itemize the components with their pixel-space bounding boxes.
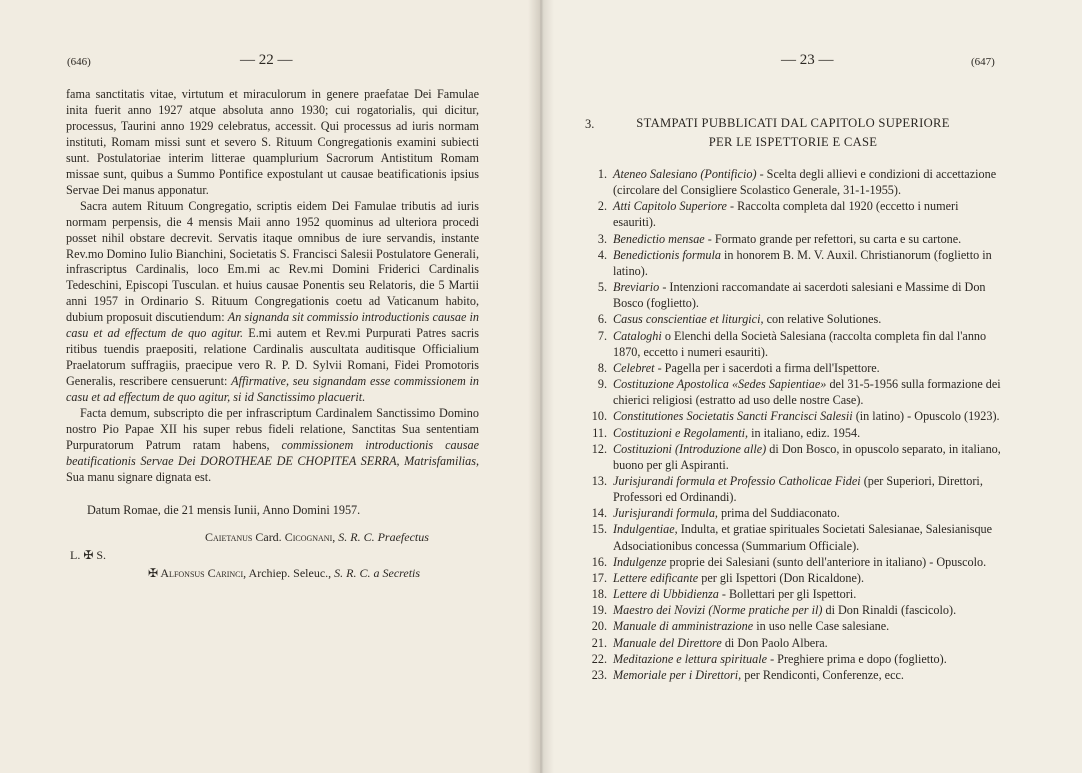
list-item-title: Benedictionis formula: [613, 247, 721, 262]
list-item: [583, 360, 1001, 376]
list-item: [583, 635, 1001, 651]
left-paragraph-1: fama sanctitatis vitae, virtutum et miraculorum in genere praefatae Dei Famulae inita fuerit anno 1927 atque absoluta anno 1930; cui rogatorialis, qui dicitur, processus, Taurini anno 1929 celebratus, accessit. Qui processus ad iuris normam instituti, Romam missi sunt et severo S. Rituum Congregationis examini subiecti sunt. Postulatoriae interim litterae quamplurium Sacrorum Antistitum Romam missae sunt, quibus a Summo Pontifice expostulant ut causae beatificationis ipsius Servae Dei manus apponatur.: [66, 87, 479, 197]
section-title: [603, 114, 983, 152]
right-page-number: — 23 —: [781, 52, 834, 68]
list-item-title: Cataloghi: [613, 328, 662, 343]
sig1-name: Caietanus: [205, 530, 253, 544]
right-page-number-bracket: (647): [971, 56, 995, 68]
list-item: [583, 198, 1001, 230]
list-item: [583, 602, 1001, 618]
list-item-number: 10.: [591, 409, 607, 424]
right-page: [541, 0, 1082, 773]
left-body-text: [66, 87, 479, 486]
list-item: [583, 618, 1001, 634]
list-item: [583, 505, 1001, 521]
list-item-number: 8.: [597, 360, 607, 375]
list-item-title: Manuale di amministrazione: [613, 619, 754, 634]
list-item-title: Constitutiones Societatis Sancti Francisci Salesii: [613, 409, 853, 424]
list-item-title: Jurisjurandi formula et Professio Catholicae Fidei: [613, 473, 861, 488]
list-item-number: 22.: [591, 651, 607, 666]
list-item-title: Indulgentiae,: [613, 522, 678, 537]
list-item-description: Indulta, et gratiae spirituales Societati Salesianae, Salesianisque Adsociationibus concessa (Summarium Officiale).: [613, 522, 993, 553]
list-item-title: Jurisjurandi formula,: [613, 506, 718, 521]
p2-text-d: Affirmative, seu signandam esse commissionem in casu et ad effectum de quo agitur, si id Sanctissimo placuerit.: [66, 374, 479, 405]
list-item-description: - Scelta degli allievi e condizioni di accettazione (circolare del Consigliere Scolastico Generale, 31-1-1955).: [613, 167, 997, 198]
signature-secretary: [148, 566, 420, 581]
list-item: [583, 570, 1001, 586]
list-item-description: per gli Ispettori (Don Ricaldone).: [698, 570, 865, 585]
p3-text-a: Facta demum, subscripto die per infrascriptum Cardinalem Sanctissimo Domino nostro Pio Papae XII his super rebus fideli relatione, Sanctitas Sua sententiam Purpuratorum Patrum ratam habens,: [66, 406, 479, 452]
list-item-description: prima del Suddiaconato.: [717, 506, 840, 521]
list-item-title: Meditazione e lettura spirituale: [613, 651, 768, 666]
list-item-title: Memoriale per i Direttori,: [613, 667, 742, 682]
p2-text-c: E.mi autem et Rev.mi Purpurati Patres sacris ritibus tuendis praepositi, relatione Cardinalis auscultata auditisque Officialium Praelatorum suffragiis, praecipue vero R. P. D. Sylvii Romani, Fidei Promotoris Generalis, rescribere censuerunt:: [66, 326, 480, 389]
left-paragraph-3: [66, 406, 479, 486]
sig1-role: S. R. C. Praefectus: [338, 530, 429, 544]
list-item-description: in italiano, ediz. 1954.: [748, 425, 861, 440]
left-page-number-bracket: (646): [67, 56, 91, 68]
list-item-description: (per Superiori, Direttori, Professori ed Ordinandi).: [613, 473, 983, 505]
list-item-number: 20.: [591, 619, 607, 634]
list-item-title: Benedictio mensae: [613, 231, 705, 246]
list-item-title: Lettere di Ubbidienza: [613, 587, 719, 602]
list-item-number: 14.: [591, 506, 607, 521]
section-title-line-2: PER LE ISPETTORIE E CASE: [708, 135, 878, 149]
list-item: [583, 247, 1001, 279]
publications-list: [583, 166, 1001, 683]
list-item-description: in uso nelle Case salesiane.: [753, 619, 890, 634]
list-item-title: Lettere edificante: [613, 570, 699, 585]
list-item-number: 16.: [591, 554, 607, 569]
list-item: [583, 521, 1001, 553]
sig2-title: Archiep. Seleuc.,: [248, 566, 332, 580]
sig1-surname: Cicognani,: [284, 530, 336, 544]
list-item: [583, 554, 1001, 570]
list-item-number: 23.: [591, 667, 607, 682]
list-item-number: 3.: [597, 231, 607, 246]
left-paragraph-2: [66, 199, 479, 406]
list-item: [583, 441, 1001, 473]
list-item: [583, 166, 1001, 198]
list-item: [583, 425, 1001, 441]
list-item-title: Breviario: [613, 280, 660, 295]
list-item-title: Costituzione Apostolica «Sedes Sapientiae»: [613, 377, 827, 392]
list-item-title: Atti Capitolo Superiore: [613, 199, 727, 214]
list-item-number: 17.: [591, 570, 607, 585]
list-item: [583, 279, 1001, 311]
list-item-number: 15.: [591, 522, 607, 537]
list-item-description: - Pagella per i sacerdoti a firma dell'Ispettore.: [654, 360, 880, 375]
list-item-title: Casus conscientiae et liturgici,: [613, 312, 764, 327]
list-item-title: Indulgenze: [613, 554, 667, 569]
list-item: [583, 586, 1001, 602]
section-title-line-1: STAMPATI PUBBLICATI DAL CAPITOLO SUPERIORE: [636, 116, 950, 130]
list-item: [583, 328, 1001, 360]
list-item-number: 13.: [591, 473, 607, 488]
list-item-number: 6.: [597, 312, 607, 327]
list-item-description: (in latino) - Opuscolo (1923).: [852, 409, 1000, 424]
list-item: [583, 311, 1001, 327]
list-item-title: Manuale del Direttore: [613, 635, 722, 650]
list-item-number: 18.: [591, 587, 607, 602]
section-number: 3.: [585, 117, 595, 131]
list-item-title: Costituzioni e Regolamenti,: [613, 425, 749, 440]
list-item-description: per Rendiconti, Conferenze, ecc.: [741, 667, 904, 682]
list-item-number: 9.: [597, 377, 607, 392]
list-item-title: Costituzioni (Introduzione alle): [613, 441, 767, 456]
list-item-description: con relative Solutiones.: [763, 312, 882, 327]
list-item-title: Ateneo Salesiano (Pontificio): [613, 167, 757, 181]
list-item-number: 1.: [597, 167, 607, 181]
list-item-number: 12.: [591, 441, 607, 456]
list-item-number: 21.: [591, 635, 607, 650]
left-page-number: — 22 —: [240, 52, 293, 68]
p2-text-b: An signanda sit commissio introductionis causae in casu et ad effectum de quo agitur.: [66, 310, 480, 341]
locus-sigilli: L. ✠ S.: [70, 548, 107, 562]
list-item-title: Celebret: [613, 360, 655, 375]
list-item-title: Maestro dei Novizi (Norme pratiche per il): [613, 603, 823, 618]
list-item-number: 2.: [597, 199, 607, 214]
list-item-description: - Intenzioni raccomandate ai sacerdoti salesiani e Massime di Don Bosco (foglietto).: [613, 280, 986, 311]
list-item-description: in honorem B. M. V. Auxil. Christianorum (foglietto in latino).: [613, 247, 992, 278]
datum-line: Datum Romae, die 21 mensis Iunii, Anno Domini 1957.: [87, 503, 361, 517]
list-item-number: 4.: [597, 247, 607, 262]
list-item-number: 19.: [591, 603, 607, 618]
list-item-description: di Don Bosco, in opuscolo separato, in italiano, buono per gli Aspiranti.: [613, 441, 1001, 472]
list-item: [583, 667, 1001, 683]
list-item-number: 11.: [592, 425, 607, 440]
book-gutter: [528, 0, 554, 773]
signature-prefect: [205, 530, 429, 545]
p3-text-b: commissionem introductionis causae beatificationis Servae Dei DOROTHEAE DE CHOPITEA SERRA, Matrisfamilias,: [66, 437, 479, 468]
list-item-number: 5.: [597, 280, 607, 295]
list-item-description: proprie dei Salesiani (sunto dell'anteriore in italiano) - Opuscolo.: [666, 554, 987, 569]
list-item-description: - Formato grande per refettori, su carta e su cartone.: [704, 231, 962, 246]
sig2-name: ✠ Alfonsus Carinci,: [148, 566, 247, 580]
list-item-description: o Elenchi della Società Salesiana (raccolta completa fin dal l'anno 1870, eccetto i numeri esauriti).: [613, 328, 987, 359]
list-item-description: di Don Paolo Albera.: [721, 635, 828, 650]
list-item: [583, 376, 1001, 408]
list-item-number: 7.: [597, 328, 607, 343]
list-item-description: di Don Rinaldi (fascicolo).: [822, 603, 957, 618]
list-item-description: - Raccolta completa dal 1920 (eccetto i numeri esauriti).: [613, 199, 959, 230]
sig1-title: Card.: [255, 530, 282, 544]
list-item: [583, 231, 1001, 247]
list-item: [583, 651, 1001, 667]
p2-text-a: Sacra autem Rituum Congregatio, scriptis eidem Dei Famulae tributis ad iuris normam perpensis, die 4 mensis Maii anno 1952 quominus ad ulteriora procedi posset nihil obstare decrevit. Servatis itaque omnibus de iure servandis, instante Rev.mo Domino Iulio Bianchini, Societatis S. Francisci Salesii Postulatore Generali, infrascriptus Cardinalis, loco Em.mi ac Rev.mi Domini Friderici Cardinalis Tedeschini, Episcopi Tusculan. et huius causae Ponentis seu Relatoris, die 5 Martii anni 1957 in Ordinario S. Rituum Congregationis coetu ad Vaticanum habito, dubium proposuit discutiendum:: [66, 198, 479, 325]
list-item: [583, 408, 1001, 424]
p3-text-c: Sua manu signare dignata est.: [66, 469, 212, 484]
list-item-description: del 31-5-1956 sulla formazione dei chierici religiosi (estratto ad uso delle nostre Case).: [613, 377, 1001, 408]
list-item: [583, 473, 1001, 505]
list-item-description: - Bollettari per gli Ispettori.: [718, 587, 857, 602]
list-item-description: - Preghiere prima e dopo (foglietto).: [767, 651, 947, 666]
sig2-role: S. R. C. a Secretis: [334, 566, 421, 580]
